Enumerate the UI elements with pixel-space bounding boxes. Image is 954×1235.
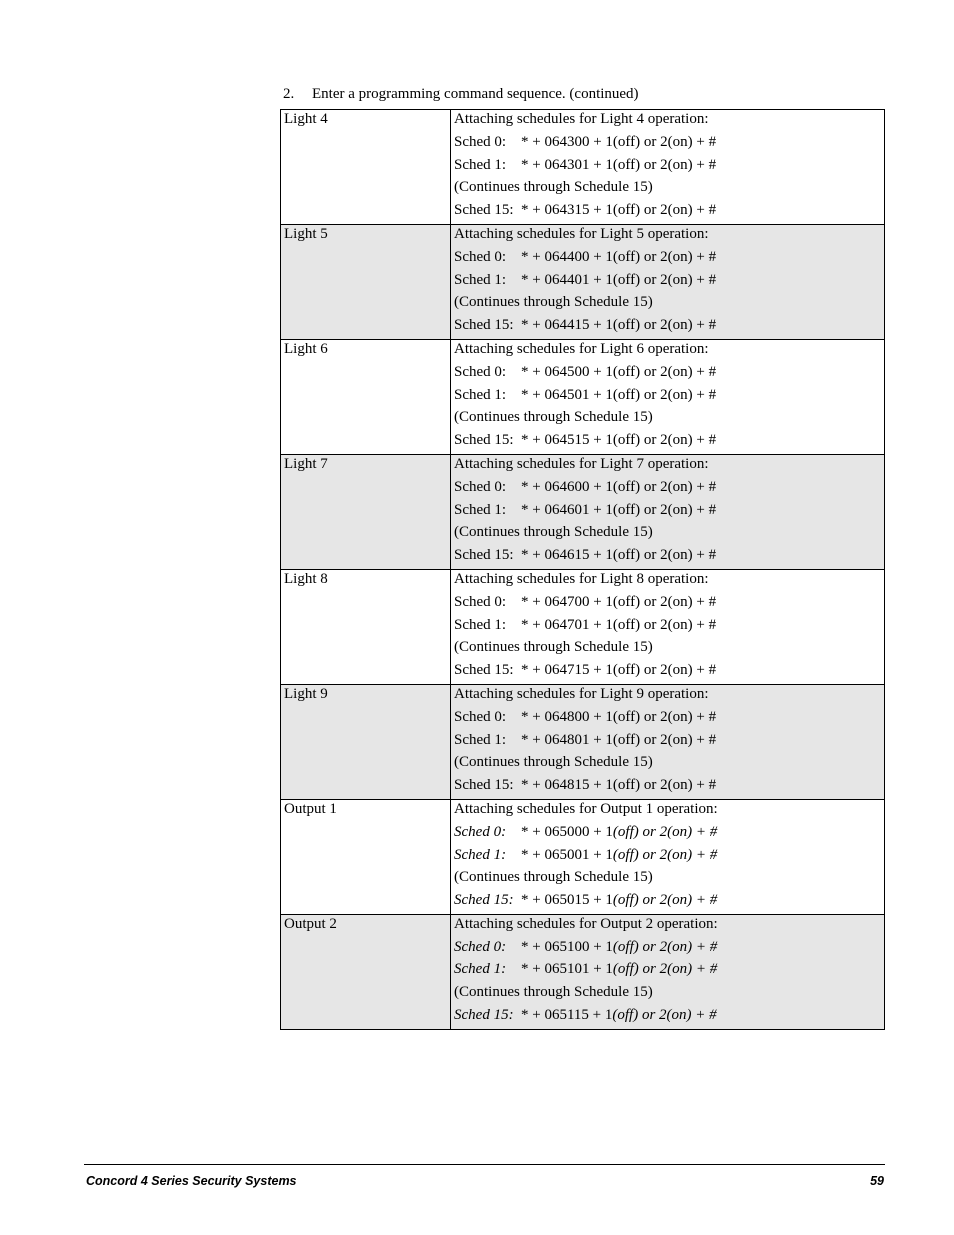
command-code: * + 065100 + 1: [521, 938, 613, 955]
command-code: * + 064601 + 1: [521, 501, 613, 518]
continues-note: (Continues through Schedule 15): [454, 869, 653, 886]
command-on-option: (on) + #: [667, 823, 718, 840]
schedule-label: Sched 15:: [454, 432, 514, 449]
command-code: * + 064501 + 1: [521, 386, 613, 403]
device-name-cell: [281, 569, 451, 684]
command-on-option: (on) + #: [667, 547, 717, 564]
command-code: * + 064401 + 1: [521, 271, 613, 288]
command-off-option: (off) or 2: [612, 202, 668, 219]
command-on-option: (on) + #: [667, 271, 717, 288]
command-off-option: (off) or 2: [612, 1007, 667, 1024]
command-on-option: (on) + #: [667, 133, 717, 150]
schedule-command: [454, 938, 884, 961]
footer-title: Concord 4 Series Security Systems: [86, 1174, 297, 1188]
command-cell: [451, 914, 885, 1029]
command-on-option: (on) + #: [667, 846, 718, 863]
command-code: * + 065001 + 1: [521, 846, 613, 863]
command-on-option: (on) + #: [667, 156, 717, 173]
command-cell: [451, 454, 885, 569]
command-on-option: (on) + #: [667, 478, 717, 495]
schedule-command: [454, 776, 884, 799]
schedule-label: Sched 1:: [454, 386, 507, 403]
schedule-label: Sched 15:: [454, 662, 514, 679]
command-off-option: (off) or 2: [612, 892, 668, 909]
command-cell: [451, 110, 885, 225]
command-code: * + 065115 + 1: [521, 1007, 613, 1024]
command-on-option: (on) + #: [667, 317, 717, 334]
schedule-label: Sched 0:: [454, 938, 507, 955]
schedule-label: Sched 0:: [454, 363, 507, 380]
schedule-label: Sched 0:: [454, 248, 507, 265]
schedule-command: [454, 156, 884, 179]
command-code: * + 064400 + 1: [521, 248, 613, 265]
command-on-option: (on) + #: [667, 938, 718, 955]
table-row: [281, 684, 885, 799]
schedule-label: Sched 1:: [454, 271, 507, 288]
device-name: Light 5: [284, 225, 328, 242]
command-on-option: (on) + #: [667, 777, 717, 794]
schedule-command: [454, 891, 884, 914]
device-name-cell: [281, 339, 451, 454]
command-on-option: (on) + #: [667, 202, 717, 219]
schedule-command: [454, 731, 884, 754]
command-off-option: (off) or 2: [612, 248, 668, 265]
schedule-heading: Attaching schedules for Light 9 operation:: [454, 685, 709, 702]
schedule-command: [454, 823, 884, 846]
command-code: * + 064301 + 1: [521, 156, 613, 173]
command-off-option: (off) or 2: [612, 593, 668, 610]
command-off-option: (off) or 2: [612, 133, 668, 150]
footer-divider: [84, 1164, 885, 1165]
continues-note: (Continues through Schedule 15): [454, 984, 653, 1001]
schedule-command: [454, 593, 884, 616]
device-name-cell: [281, 224, 451, 339]
command-off-option: (off) or 2: [612, 961, 668, 978]
schedule-command: [454, 316, 884, 339]
device-name: Light 7: [284, 455, 328, 472]
command-off-option: (off) or 2: [612, 156, 668, 173]
schedule-command: [454, 708, 884, 731]
schedule-heading: Attaching schedules for Light 6 operation:: [454, 340, 709, 357]
command-code: * + 065101 + 1: [521, 961, 613, 978]
command-on-option: (on) + #: [667, 593, 717, 610]
schedule-command: [454, 431, 884, 454]
command-off-option: (off) or 2: [612, 271, 668, 288]
schedule-heading: Attaching schedules for Light 7 operation:: [454, 455, 709, 472]
programming-table: [280, 109, 885, 1030]
schedule-command: [454, 501, 884, 524]
schedule-heading: Attaching schedules for Light 8 operation:: [454, 570, 709, 587]
table-row: [281, 799, 885, 914]
page-number: 59: [870, 1174, 884, 1188]
schedule-label: Sched 15:: [454, 202, 514, 219]
device-name: Light 6: [284, 340, 328, 357]
schedule-label: Sched 0:: [454, 593, 507, 610]
schedule-label: Sched 0:: [454, 823, 507, 840]
device-name-cell: [281, 799, 451, 914]
schedule-command: [454, 248, 884, 271]
command-off-option: (off) or 2: [612, 432, 668, 449]
schedule-command: [454, 271, 884, 294]
command-off-option: (off) or 2: [612, 547, 668, 564]
schedule-command: [454, 1006, 884, 1029]
schedule-label: Sched 1:: [454, 846, 507, 863]
command-off-option: (off) or 2: [612, 823, 668, 840]
schedule-command: [454, 960, 884, 983]
command-code: * + 064801 + 1: [521, 731, 613, 748]
device-name-cell: [281, 684, 451, 799]
device-name: Light 8: [284, 570, 328, 587]
device-name: Output 2: [284, 915, 337, 932]
schedule-command: [454, 478, 884, 501]
schedule-label: Sched 1:: [454, 731, 507, 748]
command-code: * + 064815 + 1: [521, 777, 613, 794]
schedule-label: Sched 0:: [454, 133, 507, 150]
table-row: [281, 569, 885, 684]
command-code: * + 064700 + 1: [521, 593, 613, 610]
table-row: [281, 224, 885, 339]
schedule-label: Sched 0:: [454, 478, 507, 495]
command-code: * + 064415 + 1: [521, 317, 613, 334]
schedule-command: [454, 201, 884, 224]
device-name-cell: [281, 110, 451, 225]
command-cell: [451, 569, 885, 684]
schedule-heading: Attaching schedules for Light 4 operation:: [454, 111, 709, 127]
command-on-option: (on) + #: [667, 501, 717, 518]
command-on-option: (on) + #: [667, 708, 717, 725]
schedule-command: [454, 363, 884, 386]
step-instruction: [283, 85, 639, 103]
schedule-label: Sched 1:: [454, 501, 507, 518]
command-code: * + 065015 + 1: [521, 892, 613, 909]
command-off-option: (off) or 2: [612, 846, 668, 863]
schedule-label: Sched 15:: [454, 547, 514, 564]
command-code: * + 064715 + 1: [521, 662, 613, 679]
table-row: [281, 110, 885, 225]
schedule-command: [454, 386, 884, 409]
command-off-option: (off) or 2: [612, 662, 668, 679]
command-on-option: (on) + #: [667, 892, 718, 909]
device-name: Light 4: [284, 111, 328, 127]
command-cell: [451, 684, 885, 799]
schedule-label: Sched 15:: [454, 317, 514, 334]
schedule-label: Sched 1:: [454, 156, 507, 173]
continues-note: (Continues through Schedule 15): [454, 409, 653, 426]
command-cell: [451, 339, 885, 454]
command-on-option: (on) + #: [667, 363, 717, 380]
command-cell: [451, 224, 885, 339]
command-on-option: (on) + #: [667, 662, 717, 679]
command-on-option: (on) + #: [666, 1007, 717, 1024]
schedule-command: [454, 846, 884, 869]
command-off-option: (off) or 2: [612, 777, 668, 794]
command-code: * + 064600 + 1: [521, 478, 613, 495]
command-off-option: (off) or 2: [612, 501, 668, 518]
schedule-command: [454, 616, 884, 639]
device-name: Light 9: [284, 685, 328, 702]
continues-note: (Continues through Schedule 15): [454, 754, 653, 771]
command-off-option: (off) or 2: [612, 938, 668, 955]
command-off-option: (off) or 2: [612, 616, 668, 633]
schedule-label: Sched 15:: [454, 777, 514, 794]
command-on-option: (on) + #: [667, 432, 717, 449]
schedule-command: [454, 133, 884, 156]
continues-note: (Continues through Schedule 15): [454, 294, 653, 311]
command-off-option: (off) or 2: [612, 363, 668, 380]
command-on-option: (on) + #: [667, 386, 717, 403]
table-row: [281, 339, 885, 454]
command-code: * + 064800 + 1: [521, 708, 613, 725]
command-off-option: (off) or 2: [612, 478, 668, 495]
command-off-option: (off) or 2: [612, 731, 668, 748]
command-code: * + 064315 + 1: [521, 202, 613, 219]
command-off-option: (off) or 2: [612, 386, 668, 403]
continues-note: (Continues through Schedule 15): [454, 524, 653, 541]
schedule-command: [454, 546, 884, 569]
schedule-label: Sched 1:: [454, 616, 507, 633]
command-code: * + 064515 + 1: [521, 432, 613, 449]
command-code: * + 064300 + 1: [521, 133, 613, 150]
schedule-label: Sched 15:: [454, 1007, 514, 1024]
step-number: 2.: [283, 86, 295, 102]
schedule-heading: Attaching schedules for Light 5 operation:: [454, 225, 709, 242]
table-row: [281, 914, 885, 1029]
step-text: Enter a programming command sequence. (continued): [312, 86, 639, 102]
continues-note: (Continues through Schedule 15): [454, 179, 653, 196]
command-on-option: (on) + #: [667, 731, 717, 748]
device-name: Output 1: [284, 800, 337, 817]
schedule-label: Sched 0:: [454, 708, 507, 725]
command-on-option: (on) + #: [667, 248, 717, 265]
command-on-option: (on) + #: [667, 961, 718, 978]
command-code: * + 064701 + 1: [521, 616, 613, 633]
command-off-option: (off) or 2: [612, 317, 668, 334]
schedule-label: Sched 15:: [454, 892, 514, 909]
device-name-cell: [281, 454, 451, 569]
command-on-option: (on) + #: [667, 616, 717, 633]
command-code: * + 064615 + 1: [521, 547, 613, 564]
schedule-heading: Attaching schedules for Output 2 operation:: [454, 915, 718, 932]
table-row: [281, 454, 885, 569]
command-code: * + 064500 + 1: [521, 363, 613, 380]
device-name-cell: [281, 914, 451, 1029]
schedule-command: [454, 661, 884, 684]
schedule-heading: Attaching schedules for Output 1 operation:: [454, 800, 718, 817]
continues-note: (Continues through Schedule 15): [454, 639, 653, 656]
command-off-option: (off) or 2: [612, 708, 668, 725]
command-code: * + 065000 + 1: [521, 823, 613, 840]
command-cell: [451, 799, 885, 914]
schedule-label: Sched 1:: [454, 961, 507, 978]
